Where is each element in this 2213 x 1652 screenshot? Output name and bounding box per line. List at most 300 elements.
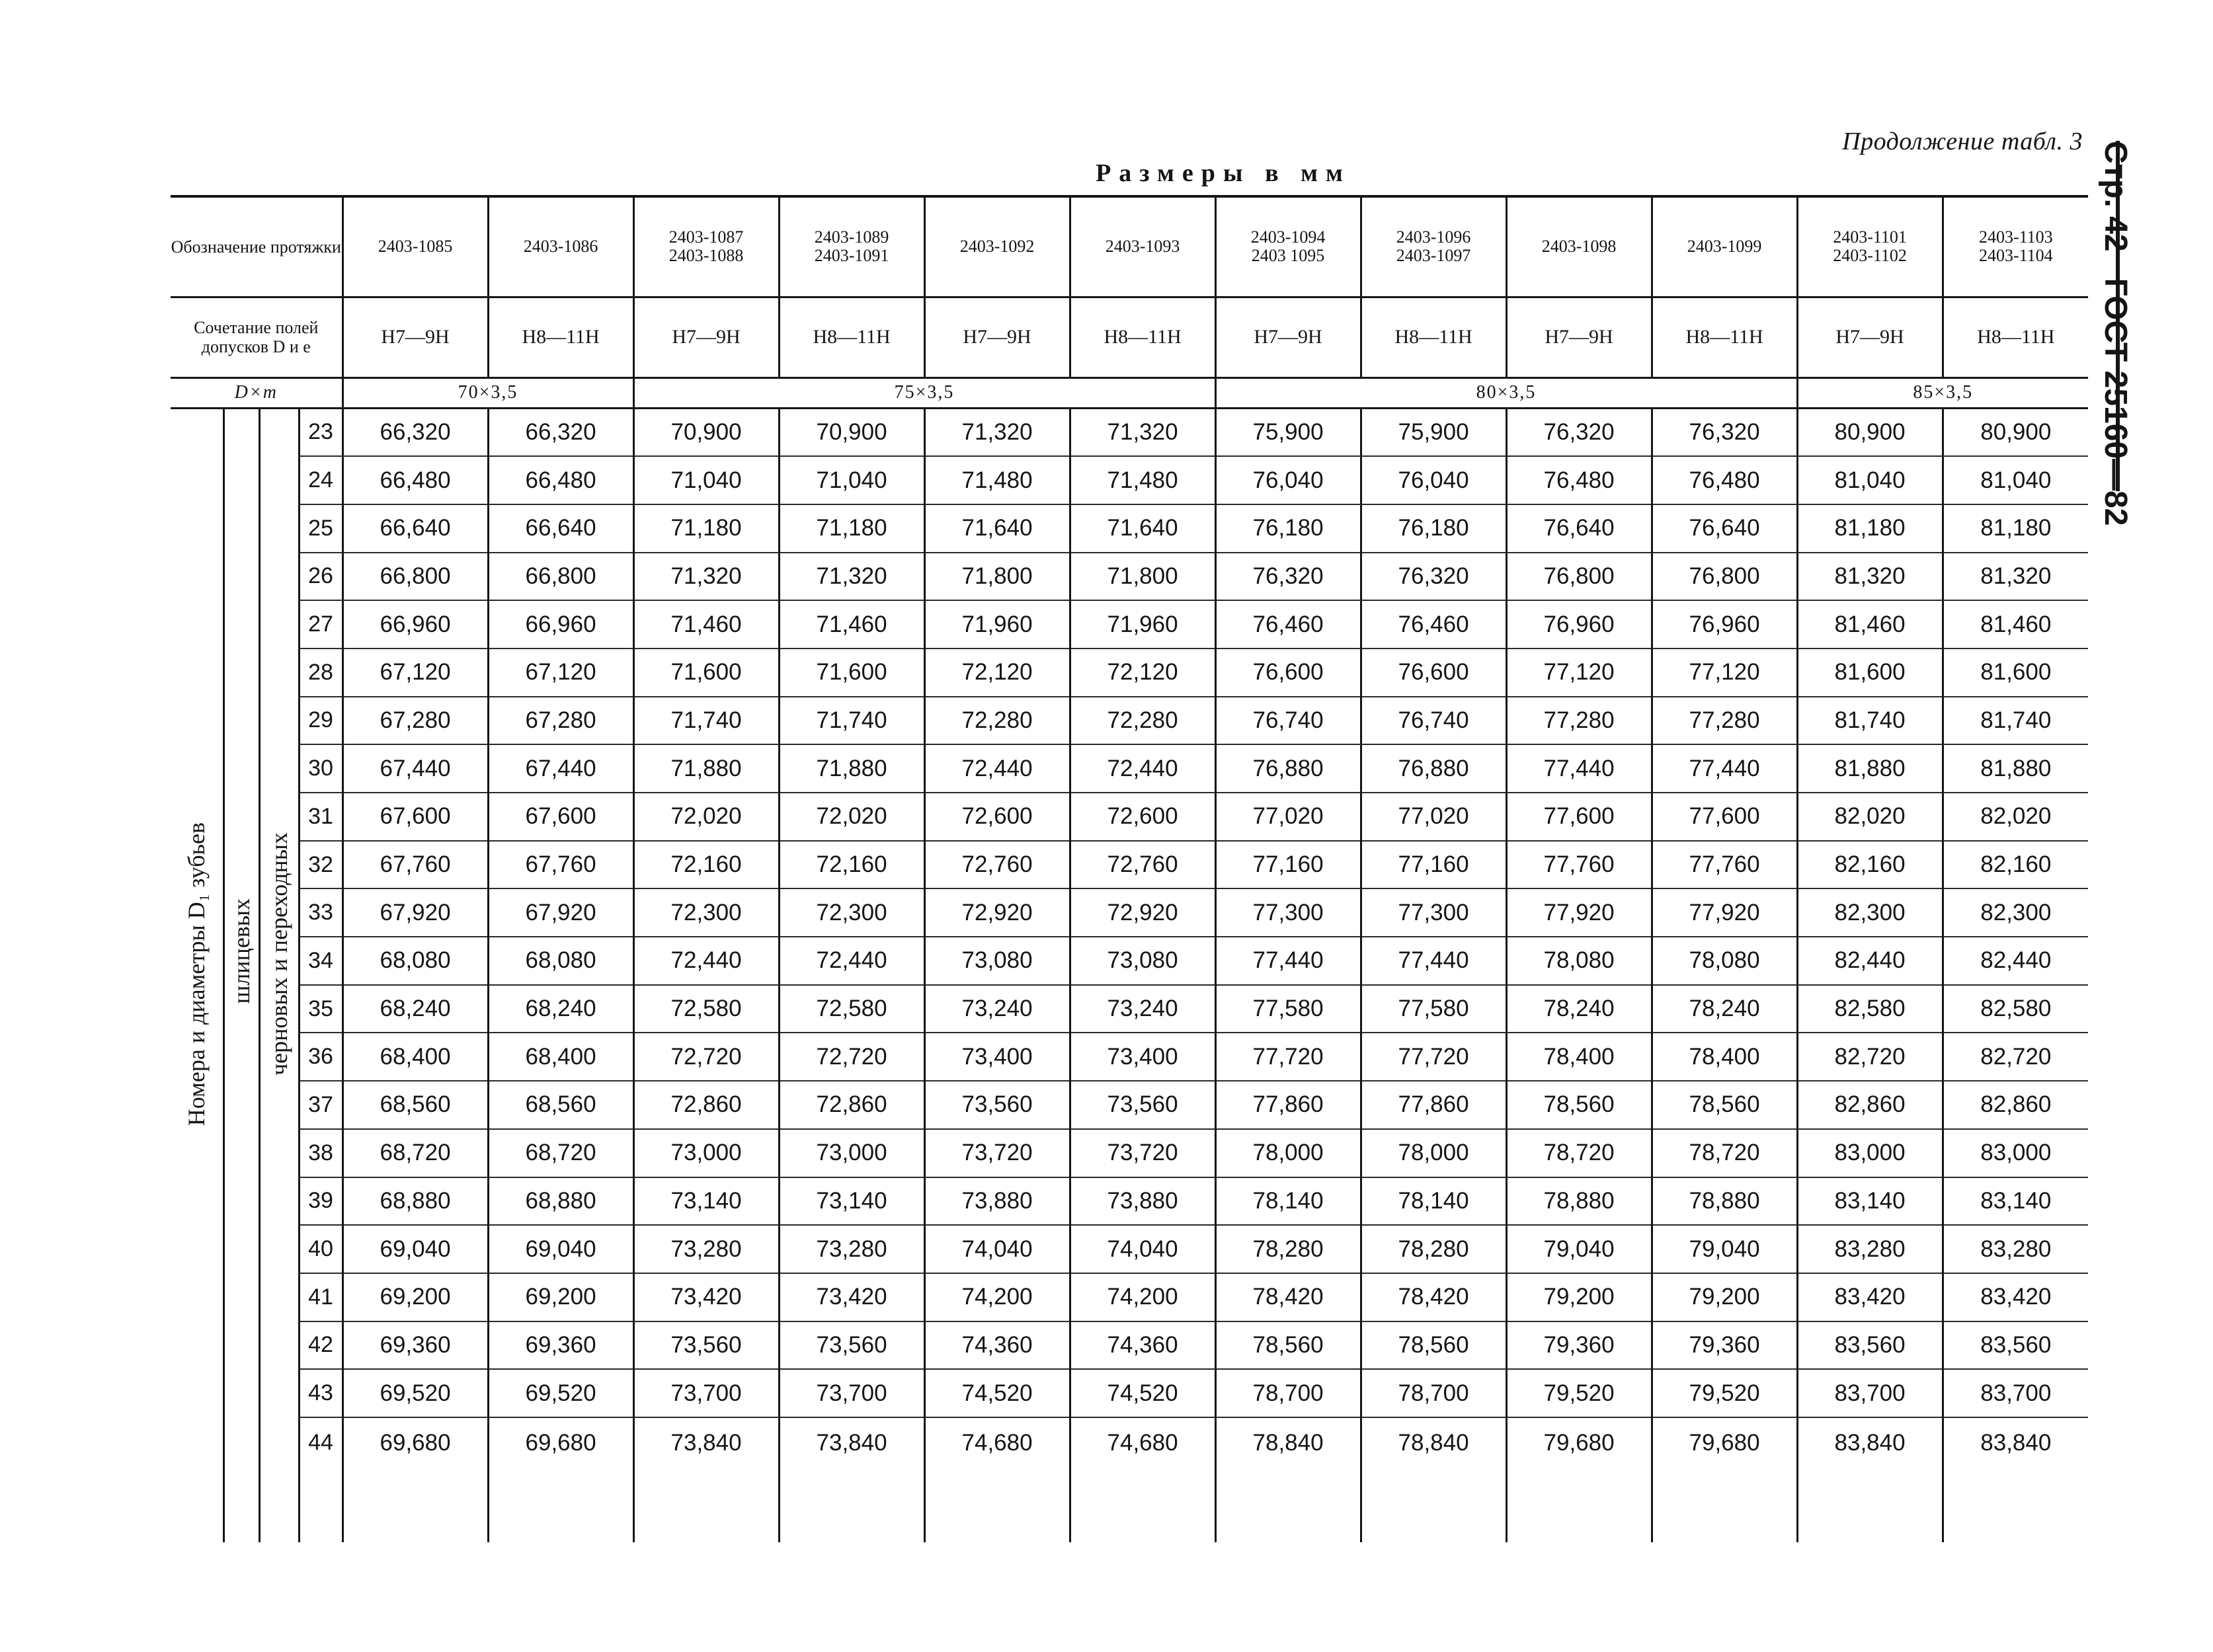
diameter-value: 68,880 bbox=[342, 1177, 488, 1226]
designation-cell: 2403-1101 2403-1102 bbox=[1797, 196, 1943, 297]
tooth-number: 24 bbox=[299, 456, 342, 504]
diameter-value: 73,700 bbox=[779, 1369, 924, 1417]
diameter-value: 82,860 bbox=[1797, 1081, 1943, 1129]
table-row bbox=[171, 1129, 2088, 1177]
table-row bbox=[171, 456, 2088, 504]
diameter-value: 83,140 bbox=[1943, 1177, 2088, 1226]
diameter-value: 77,760 bbox=[1652, 841, 1797, 889]
diameter-value: 78,080 bbox=[1506, 937, 1652, 985]
diameter-value: 83,140 bbox=[1797, 1177, 1943, 1226]
diameter-value: 72,760 bbox=[1070, 841, 1215, 889]
table-row bbox=[171, 600, 2088, 649]
diameter-value: 79,360 bbox=[1506, 1321, 1652, 1370]
diameter-value: 76,320 bbox=[1361, 553, 1506, 601]
tolerance-cell: H7—9H bbox=[1797, 297, 1943, 377]
diameter-value: 72,160 bbox=[633, 841, 779, 889]
diameter-value: 83,280 bbox=[1943, 1225, 2088, 1273]
diameter-value: 76,740 bbox=[1361, 697, 1506, 745]
diameter-value: 72,440 bbox=[1070, 744, 1215, 793]
tolerance-cell: H7—9H bbox=[1506, 297, 1652, 377]
designation-cell: 2403-1096 2403-1097 bbox=[1361, 196, 1506, 297]
table-row bbox=[171, 985, 2088, 1033]
diameter-value: 71,460 bbox=[779, 600, 924, 649]
standard-number: ГОСТ 25160—82 bbox=[2098, 278, 2133, 526]
diameter-value: 81,180 bbox=[1797, 504, 1943, 553]
diameter-value: 78,240 bbox=[1652, 985, 1797, 1033]
diameter-value: 69,520 bbox=[342, 1369, 488, 1417]
diameter-value: 78,560 bbox=[1652, 1081, 1797, 1129]
diameter-value: 76,600 bbox=[1361, 649, 1506, 697]
diameter-value: 76,600 bbox=[1215, 649, 1361, 697]
diameter-value: 73,420 bbox=[633, 1273, 779, 1321]
dxm-group: 85×3,5 bbox=[1797, 377, 2088, 408]
tooth-number: 32 bbox=[299, 841, 342, 889]
tooth-number: 35 bbox=[299, 985, 342, 1033]
diameter-value: 69,360 bbox=[342, 1321, 488, 1370]
diameter-value: 73,280 bbox=[633, 1225, 779, 1273]
diameter-value: 78,700 bbox=[1215, 1369, 1361, 1417]
designation-cell: 2403-1098 bbox=[1506, 196, 1652, 297]
diameter-value: 82,020 bbox=[1797, 793, 1943, 841]
diameter-value: 73,840 bbox=[779, 1417, 924, 1542]
diameter-value: 66,960 bbox=[488, 600, 633, 649]
diameter-value: 73,140 bbox=[633, 1177, 779, 1226]
diameter-value: 72,920 bbox=[1070, 888, 1215, 937]
designation-cell: 2403-1085 bbox=[342, 196, 488, 297]
diameter-value: 79,040 bbox=[1652, 1225, 1797, 1273]
diameter-value: 73,840 bbox=[633, 1417, 779, 1542]
diameter-value: 68,720 bbox=[488, 1129, 633, 1177]
table-row bbox=[171, 744, 2088, 793]
diameter-value: 76,040 bbox=[1215, 456, 1361, 504]
diameter-value: 71,040 bbox=[633, 456, 779, 504]
diameter-value: 77,600 bbox=[1506, 793, 1652, 841]
diameter-value: 71,640 bbox=[1070, 504, 1215, 553]
tolerance-cell: H7—9H bbox=[342, 297, 488, 377]
tooth-number: 28 bbox=[299, 649, 342, 697]
table-row bbox=[171, 1273, 2088, 1321]
diameter-value: 72,020 bbox=[633, 793, 779, 841]
table-row bbox=[171, 937, 2088, 985]
diameter-value: 73,700 bbox=[633, 1369, 779, 1417]
diameter-value: 76,960 bbox=[1652, 600, 1797, 649]
diameter-value: 69,040 bbox=[342, 1225, 488, 1273]
designation-cell: 2403-1092 bbox=[924, 196, 1070, 297]
diameter-value: 66,800 bbox=[342, 553, 488, 601]
diameter-value: 81,740 bbox=[1797, 697, 1943, 745]
diameter-value: 73,400 bbox=[924, 1033, 1070, 1081]
diameter-value: 73,280 bbox=[779, 1225, 924, 1273]
diameter-value: 76,180 bbox=[1215, 504, 1361, 553]
diameter-value: 71,800 bbox=[924, 553, 1070, 601]
diameter-value: 79,520 bbox=[1652, 1369, 1797, 1417]
diameter-value: 69,040 bbox=[488, 1225, 633, 1273]
diameter-value: 82,020 bbox=[1943, 793, 2088, 841]
diameter-value: 82,440 bbox=[1797, 937, 1943, 985]
diameter-value: 74,360 bbox=[924, 1321, 1070, 1370]
diameter-value: 77,580 bbox=[1361, 985, 1506, 1033]
tooth-number: 23 bbox=[299, 408, 342, 456]
tolerance-cell: H8—11H bbox=[488, 297, 633, 377]
table-row bbox=[171, 1369, 2088, 1417]
diameter-value: 83,420 bbox=[1797, 1273, 1943, 1321]
dxm-row bbox=[171, 377, 2088, 408]
diameter-value: 71,800 bbox=[1070, 553, 1215, 601]
diameter-value: 74,360 bbox=[1070, 1321, 1215, 1370]
diameter-value: 76,960 bbox=[1506, 600, 1652, 649]
diameter-value: 72,860 bbox=[633, 1081, 779, 1129]
diameter-value: 78,420 bbox=[1361, 1273, 1506, 1321]
diameter-value: 68,880 bbox=[488, 1177, 633, 1226]
diameter-value: 72,760 bbox=[924, 841, 1070, 889]
table-row bbox=[171, 1177, 2088, 1226]
diameter-value: 66,480 bbox=[342, 456, 488, 504]
diameter-value: 81,880 bbox=[1943, 744, 2088, 793]
diameter-value: 73,420 bbox=[779, 1273, 924, 1321]
diameter-value: 69,200 bbox=[488, 1273, 633, 1321]
diameter-value: 78,140 bbox=[1361, 1177, 1506, 1226]
diameter-value: 74,680 bbox=[924, 1417, 1070, 1542]
diameter-value: 78,280 bbox=[1215, 1225, 1361, 1273]
diameter-value: 82,860 bbox=[1943, 1081, 2088, 1129]
diameter-value: 68,240 bbox=[342, 985, 488, 1033]
diameter-value: 73,080 bbox=[1070, 937, 1215, 985]
designation-cell: 2403-1093 bbox=[1070, 196, 1215, 297]
tolerance-cell: H7—9H bbox=[633, 297, 779, 377]
diameter-value: 78,840 bbox=[1215, 1417, 1361, 1542]
diameter-value: 77,920 bbox=[1506, 888, 1652, 937]
table-row bbox=[171, 841, 2088, 889]
diameter-value: 78,420 bbox=[1215, 1273, 1361, 1321]
diameter-value: 72,440 bbox=[633, 937, 779, 985]
diameter-value: 67,280 bbox=[342, 697, 488, 745]
diameter-value: 78,400 bbox=[1652, 1033, 1797, 1081]
diameter-value: 71,600 bbox=[633, 649, 779, 697]
tolerance-cell: H7—9H bbox=[924, 297, 1070, 377]
diameter-value: 77,600 bbox=[1652, 793, 1797, 841]
table-row bbox=[171, 793, 2088, 841]
diameter-value: 77,440 bbox=[1506, 744, 1652, 793]
diameter-value: 81,460 bbox=[1797, 600, 1943, 649]
diameter-value: 79,360 bbox=[1652, 1321, 1797, 1370]
diameter-value: 74,520 bbox=[924, 1369, 1070, 1417]
diameter-value: 76,640 bbox=[1506, 504, 1652, 553]
tolerance-row bbox=[171, 297, 2088, 377]
diameter-value: 73,000 bbox=[633, 1129, 779, 1177]
diameter-value: 67,760 bbox=[342, 841, 488, 889]
diameter-value: 74,040 bbox=[924, 1225, 1070, 1273]
diameter-value: 77,860 bbox=[1215, 1081, 1361, 1129]
diameter-value: 74,200 bbox=[1070, 1273, 1215, 1321]
diameter-value: 69,200 bbox=[342, 1273, 488, 1321]
diameter-value: 67,120 bbox=[488, 649, 633, 697]
diameter-value: 78,080 bbox=[1652, 937, 1797, 985]
table-row bbox=[171, 1033, 2088, 1081]
diameter-value: 79,200 bbox=[1506, 1273, 1652, 1321]
table-row bbox=[171, 697, 2088, 745]
diameter-value: 78,000 bbox=[1361, 1129, 1506, 1177]
designation-cell: 2403-1089 2403-1091 bbox=[779, 196, 924, 297]
diameter-value: 66,640 bbox=[488, 504, 633, 553]
diameter-value: 73,400 bbox=[1070, 1033, 1215, 1081]
tooth-number: 27 bbox=[299, 600, 342, 649]
diameter-value: 71,460 bbox=[633, 600, 779, 649]
row-group-label-text: шлицевых bbox=[228, 898, 255, 1003]
tooth-number: 37 bbox=[299, 1081, 342, 1129]
diameter-value: 72,600 bbox=[924, 793, 1070, 841]
diameter-value: 67,440 bbox=[342, 744, 488, 793]
designation-cell: 2403-1086 bbox=[488, 196, 633, 297]
diameter-value: 78,400 bbox=[1506, 1033, 1652, 1081]
diameter-value: 77,300 bbox=[1215, 888, 1361, 937]
diameter-value: 76,480 bbox=[1506, 456, 1652, 504]
tooth-number: 41 bbox=[299, 1273, 342, 1321]
diameter-value: 82,720 bbox=[1797, 1033, 1943, 1081]
row-group-label-inner bbox=[259, 408, 299, 1542]
diameter-value: 77,580 bbox=[1215, 985, 1361, 1033]
row-group-label-text: Номера и диаметры D₁ зубьев bbox=[183, 822, 210, 1126]
diameter-value: 82,720 bbox=[1943, 1033, 2088, 1081]
designation-row bbox=[171, 196, 2088, 297]
diameter-value: 69,520 bbox=[488, 1369, 633, 1417]
diameter-value: 72,580 bbox=[779, 985, 924, 1033]
diameter-value: 82,440 bbox=[1943, 937, 2088, 985]
diameter-value: 80,900 bbox=[1943, 408, 2088, 456]
diameter-value: 82,160 bbox=[1797, 841, 1943, 889]
diameter-value: 68,400 bbox=[488, 1033, 633, 1081]
diameter-value: 73,240 bbox=[924, 985, 1070, 1033]
diameter-value: 66,800 bbox=[488, 553, 633, 601]
diameter-value: 83,000 bbox=[1943, 1129, 2088, 1177]
diameter-value: 72,860 bbox=[779, 1081, 924, 1129]
diameter-value: 83,700 bbox=[1797, 1369, 1943, 1417]
table-row bbox=[171, 1321, 2088, 1370]
diameter-value: 71,880 bbox=[779, 744, 924, 793]
tooth-number: 26 bbox=[299, 553, 342, 601]
diameter-value: 76,800 bbox=[1506, 553, 1652, 601]
diameter-value: 69,360 bbox=[488, 1321, 633, 1370]
diameter-value: 72,280 bbox=[924, 697, 1070, 745]
diameter-value: 76,460 bbox=[1215, 600, 1361, 649]
diameter-value: 71,740 bbox=[633, 697, 779, 745]
diameter-value: 78,720 bbox=[1652, 1129, 1797, 1177]
tooth-number: 39 bbox=[299, 1177, 342, 1226]
diameter-value: 77,160 bbox=[1215, 841, 1361, 889]
diameter-value: 73,560 bbox=[1070, 1081, 1215, 1129]
diameter-value: 76,040 bbox=[1361, 456, 1506, 504]
diameter-value: 83,560 bbox=[1943, 1321, 2088, 1370]
tolerance-cell: H7—9H bbox=[1215, 297, 1361, 377]
diameter-value: 72,920 bbox=[924, 888, 1070, 937]
tooth-number: 25 bbox=[299, 504, 342, 553]
table-row bbox=[171, 1417, 2088, 1542]
designation-cell: 2403-1103 2403-1104 bbox=[1943, 196, 2088, 297]
diameter-value: 66,320 bbox=[342, 408, 488, 456]
diameter-value: 74,040 bbox=[1070, 1225, 1215, 1273]
diameter-value: 71,040 bbox=[779, 456, 924, 504]
diameter-value: 78,720 bbox=[1506, 1129, 1652, 1177]
diameter-value: 78,000 bbox=[1215, 1129, 1361, 1177]
diameter-value: 77,920 bbox=[1652, 888, 1797, 937]
diameter-value: 76,880 bbox=[1215, 744, 1361, 793]
designation-cell: 2403-1094 2403 1095 bbox=[1215, 196, 1361, 297]
diameter-value: 72,300 bbox=[633, 888, 779, 937]
diameter-value: 71,320 bbox=[779, 553, 924, 601]
diameter-value: 71,480 bbox=[924, 456, 1070, 504]
diameter-value: 76,640 bbox=[1652, 504, 1797, 553]
diameter-value: 76,800 bbox=[1652, 553, 1797, 601]
diameter-value: 71,480 bbox=[1070, 456, 1215, 504]
table-row bbox=[171, 649, 2088, 697]
tolerance-cell: H8—11H bbox=[779, 297, 924, 377]
diameter-value: 67,280 bbox=[488, 697, 633, 745]
diameter-value: 83,420 bbox=[1943, 1273, 2088, 1321]
diameter-value: 78,140 bbox=[1215, 1177, 1361, 1226]
diameter-value: 76,320 bbox=[1215, 553, 1361, 601]
diameter-value: 81,320 bbox=[1797, 553, 1943, 601]
diameter-value: 72,440 bbox=[779, 937, 924, 985]
tooth-number: 33 bbox=[299, 888, 342, 937]
diameter-value: 68,560 bbox=[488, 1081, 633, 1129]
diameter-value: 82,300 bbox=[1943, 888, 2088, 937]
tooth-number: 31 bbox=[299, 793, 342, 841]
diameter-value: 67,920 bbox=[342, 888, 488, 937]
tooth-number: 40 bbox=[299, 1225, 342, 1273]
diameter-value: 79,040 bbox=[1506, 1225, 1652, 1273]
diameter-value: 75,900 bbox=[1215, 408, 1361, 456]
diameter-value: 83,000 bbox=[1797, 1129, 1943, 1177]
diameter-value: 77,440 bbox=[1652, 744, 1797, 793]
diameter-value: 68,400 bbox=[342, 1033, 488, 1081]
diameter-value: 72,120 bbox=[924, 649, 1070, 697]
tooth-number: 29 bbox=[299, 697, 342, 745]
diameter-value: 72,720 bbox=[633, 1033, 779, 1081]
diameter-value: 83,840 bbox=[1943, 1417, 2088, 1542]
diameter-value: 77,280 bbox=[1652, 697, 1797, 745]
diameter-value: 77,760 bbox=[1506, 841, 1652, 889]
diameter-value: 71,880 bbox=[633, 744, 779, 793]
diameter-value: 81,460 bbox=[1943, 600, 2088, 649]
diameter-value: 81,740 bbox=[1943, 697, 2088, 745]
diameter-value: 74,680 bbox=[1070, 1417, 1215, 1542]
diameter-value: 78,880 bbox=[1652, 1177, 1797, 1226]
diameter-value: 67,440 bbox=[488, 744, 633, 793]
diameter-value: 68,240 bbox=[488, 985, 633, 1033]
diameter-value: 69,680 bbox=[488, 1417, 633, 1542]
diameter-value: 78,700 bbox=[1361, 1369, 1506, 1417]
diameter-value: 81,180 bbox=[1943, 504, 2088, 553]
diameter-value: 78,560 bbox=[1506, 1081, 1652, 1129]
diameter-value: 81,600 bbox=[1797, 649, 1943, 697]
diameter-value: 66,480 bbox=[488, 456, 633, 504]
diameter-value: 68,080 bbox=[488, 937, 633, 985]
diameter-value: 78,560 bbox=[1361, 1321, 1506, 1370]
diameter-value: 76,320 bbox=[1506, 408, 1652, 456]
diameter-value: 73,880 bbox=[924, 1177, 1070, 1226]
units-caption: Размеры в мм bbox=[1096, 159, 1351, 187]
diameter-value: 83,700 bbox=[1943, 1369, 2088, 1417]
tooth-number: 42 bbox=[299, 1321, 342, 1370]
diameter-value: 77,120 bbox=[1506, 649, 1652, 697]
diameter-value: 77,860 bbox=[1361, 1081, 1506, 1129]
diameter-value: 78,880 bbox=[1506, 1177, 1652, 1226]
diameter-value: 73,240 bbox=[1070, 985, 1215, 1033]
diameter-value: 68,080 bbox=[342, 937, 488, 985]
diameter-value: 79,200 bbox=[1652, 1273, 1797, 1321]
diameter-value: 78,280 bbox=[1361, 1225, 1506, 1273]
diameter-value: 81,320 bbox=[1943, 553, 2088, 601]
tooth-number: 30 bbox=[299, 744, 342, 793]
table-row bbox=[171, 553, 2088, 601]
diameter-value: 74,200 bbox=[924, 1273, 1070, 1321]
diameter-value: 77,720 bbox=[1361, 1033, 1506, 1081]
diameter-value: 73,080 bbox=[924, 937, 1070, 985]
diameter-value: 73,140 bbox=[779, 1177, 924, 1226]
diameter-value: 72,160 bbox=[779, 841, 924, 889]
row-group-label-middle bbox=[223, 408, 259, 1542]
row-group-label-text: черновых и переходных bbox=[266, 832, 292, 1076]
diameter-value: 76,320 bbox=[1652, 408, 1797, 456]
tolerance-cell: H8—11H bbox=[1652, 297, 1797, 377]
diameter-value: 70,900 bbox=[633, 408, 779, 456]
diameter-value: 72,280 bbox=[1070, 697, 1215, 745]
tolerance-cell: H8—11H bbox=[1361, 297, 1506, 377]
diameter-value: 80,900 bbox=[1797, 408, 1943, 456]
diameter-value: 76,480 bbox=[1652, 456, 1797, 504]
diameter-value: 77,120 bbox=[1652, 649, 1797, 697]
diameter-value: 81,040 bbox=[1943, 456, 2088, 504]
diameter-value: 82,580 bbox=[1943, 985, 2088, 1033]
diameter-value: 78,840 bbox=[1361, 1417, 1506, 1542]
page-number: Стр. 42 bbox=[2098, 141, 2133, 252]
diameter-value: 67,920 bbox=[488, 888, 633, 937]
diameter-value: 77,160 bbox=[1361, 841, 1506, 889]
diameter-value: 83,280 bbox=[1797, 1225, 1943, 1273]
diameter-value: 68,720 bbox=[342, 1129, 488, 1177]
diameter-value: 73,880 bbox=[1070, 1177, 1215, 1226]
dxm-group: 80×3,5 bbox=[1215, 377, 1797, 408]
dimensions-table bbox=[171, 195, 2088, 1542]
diameter-value: 71,640 bbox=[924, 504, 1070, 553]
tolerance-header: Сочетание полей допусков D и e bbox=[171, 297, 342, 377]
diameter-value: 82,300 bbox=[1797, 888, 1943, 937]
diameter-value: 72,300 bbox=[779, 888, 924, 937]
diameter-value: 73,560 bbox=[633, 1321, 779, 1370]
diameter-value: 78,560 bbox=[1215, 1321, 1361, 1370]
dxm-header: D×m bbox=[171, 377, 342, 408]
tooth-number: 36 bbox=[299, 1033, 342, 1081]
table-continuation-note: Продолжение табл. 3 bbox=[1842, 128, 2083, 155]
diameter-value: 76,180 bbox=[1361, 504, 1506, 553]
diameter-value: 77,440 bbox=[1215, 937, 1361, 985]
diameter-value: 66,320 bbox=[488, 408, 633, 456]
diameter-value: 81,040 bbox=[1797, 456, 1943, 504]
dxm-group: 75×3,5 bbox=[633, 377, 1215, 408]
diameter-value: 71,320 bbox=[1070, 408, 1215, 456]
diameter-value: 71,740 bbox=[779, 697, 924, 745]
diameter-value: 77,020 bbox=[1361, 793, 1506, 841]
diameter-value: 77,300 bbox=[1361, 888, 1506, 937]
diameter-value: 73,000 bbox=[779, 1129, 924, 1177]
diameter-value: 66,640 bbox=[342, 504, 488, 553]
tooth-number: 43 bbox=[299, 1369, 342, 1417]
diameter-value: 79,680 bbox=[1506, 1417, 1652, 1542]
diameter-value: 79,680 bbox=[1652, 1417, 1797, 1542]
diameter-value: 73,720 bbox=[924, 1129, 1070, 1177]
diameter-value: 76,460 bbox=[1361, 600, 1506, 649]
diameter-value: 79,520 bbox=[1506, 1369, 1652, 1417]
diameter-value: 70,900 bbox=[779, 408, 924, 456]
